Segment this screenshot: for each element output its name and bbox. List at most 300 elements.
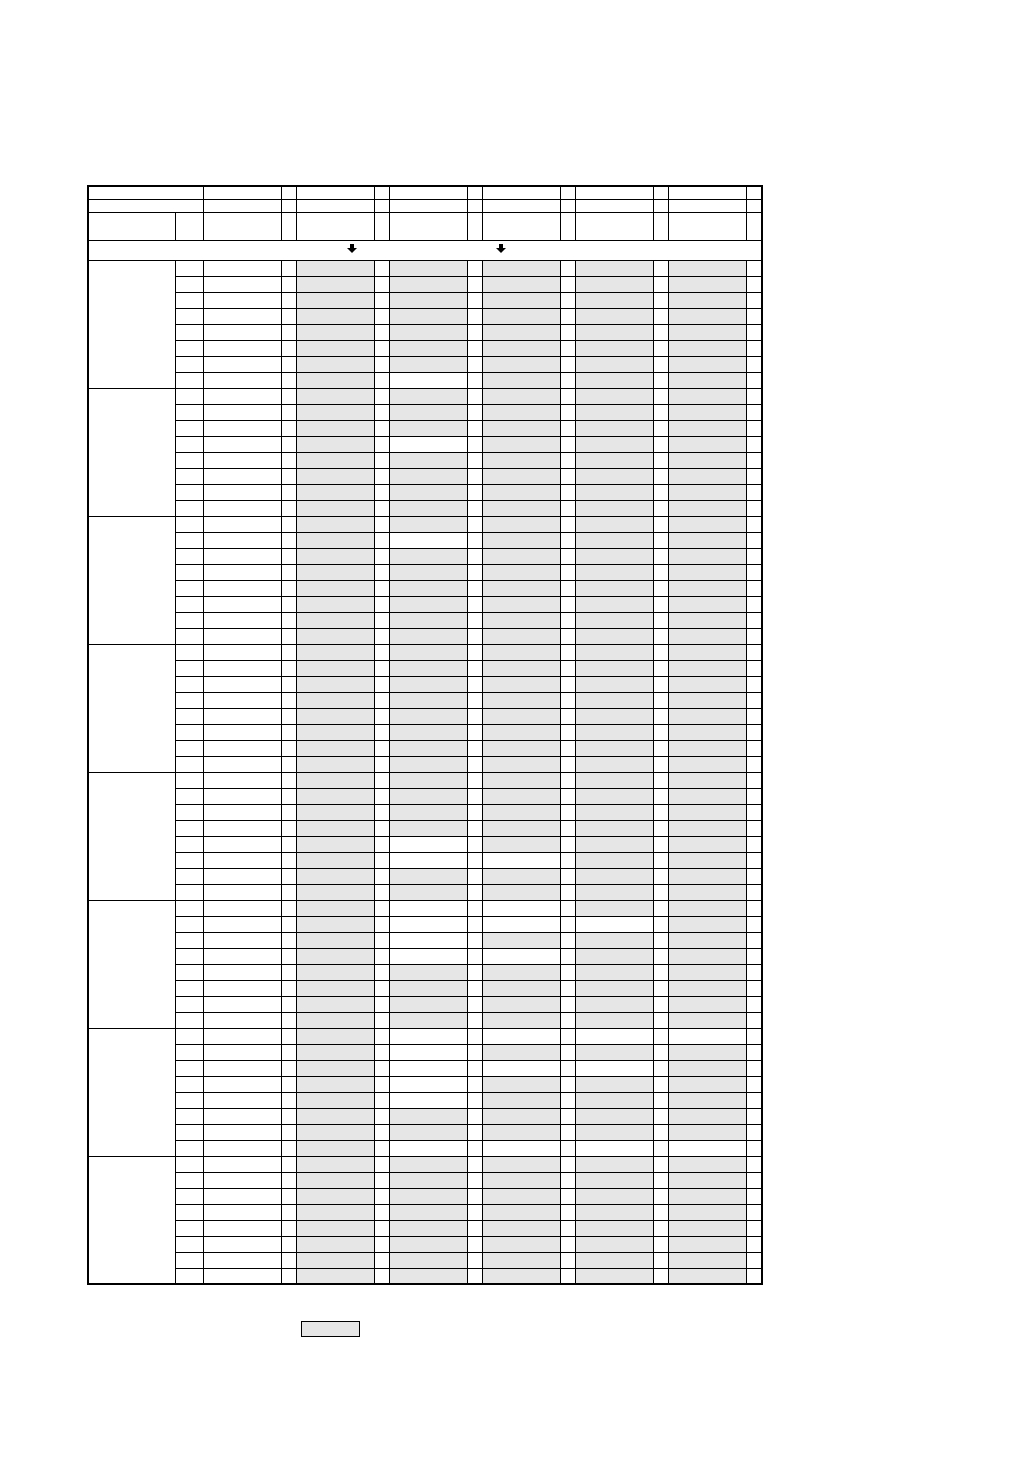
value-cell	[668, 1268, 746, 1284]
group-label-cell	[88, 1028, 175, 1156]
narrow-cell	[467, 356, 482, 372]
narrow-cell	[281, 820, 296, 836]
value-cell	[482, 724, 560, 740]
value-cell	[296, 868, 374, 884]
row-label-cell	[203, 1236, 281, 1252]
row-label-cell	[203, 1028, 281, 1044]
value-cell	[296, 1268, 374, 1284]
narrow-cell	[281, 996, 296, 1012]
value-cell	[389, 1076, 467, 1092]
narrow-cell	[653, 548, 668, 564]
value-cell	[668, 260, 746, 276]
narrow-cell	[746, 724, 762, 740]
narrow-cell	[467, 404, 482, 420]
value-cell	[575, 948, 653, 964]
narrow-cell	[281, 1092, 296, 1108]
value-cell	[668, 388, 746, 404]
value-cell	[482, 436, 560, 452]
value-cell	[668, 724, 746, 740]
header-cell	[653, 212, 668, 240]
narrow-cell	[281, 292, 296, 308]
narrow-cell	[281, 948, 296, 964]
narrow-cell	[281, 468, 296, 484]
row-index-cell	[175, 628, 203, 644]
narrow-cell	[281, 308, 296, 324]
row-label-cell	[203, 1156, 281, 1172]
row-index-cell	[175, 356, 203, 372]
header-cell	[746, 199, 762, 212]
value-cell	[389, 1220, 467, 1236]
value-cell	[668, 1124, 746, 1140]
table-row	[88, 1076, 762, 1092]
row-label-cell	[203, 436, 281, 452]
narrow-cell	[560, 724, 575, 740]
narrow-cell	[467, 868, 482, 884]
narrow-cell	[653, 404, 668, 420]
value-cell	[575, 1156, 653, 1172]
header-cell	[281, 199, 296, 212]
header-cell	[374, 199, 389, 212]
row-label-cell	[203, 884, 281, 900]
narrow-cell	[560, 356, 575, 372]
table-row	[88, 388, 762, 404]
narrow-cell	[746, 468, 762, 484]
narrow-cell	[653, 772, 668, 788]
value-cell	[668, 788, 746, 804]
header-cell	[296, 186, 374, 199]
value-cell	[296, 900, 374, 916]
row-label-cell	[203, 516, 281, 532]
narrow-cell	[746, 452, 762, 468]
narrow-cell	[746, 260, 762, 276]
row-label-cell	[203, 1140, 281, 1156]
narrow-cell	[560, 644, 575, 660]
value-cell	[575, 852, 653, 868]
value-cell	[296, 1060, 374, 1076]
value-cell	[482, 948, 560, 964]
narrow-cell	[746, 372, 762, 388]
narrow-cell	[467, 500, 482, 516]
row-index-cell	[175, 404, 203, 420]
narrow-cell	[467, 1268, 482, 1284]
row-index-cell	[175, 1140, 203, 1156]
narrow-cell	[746, 644, 762, 660]
narrow-cell	[746, 1220, 762, 1236]
row-label-cell	[203, 420, 281, 436]
row-label-cell	[203, 868, 281, 884]
narrow-cell	[560, 1252, 575, 1268]
value-cell	[668, 612, 746, 628]
value-cell	[575, 676, 653, 692]
narrow-cell	[281, 452, 296, 468]
header-cell	[296, 212, 374, 240]
value-cell	[296, 804, 374, 820]
value-cell	[482, 628, 560, 644]
table-row	[88, 868, 762, 884]
table-row	[88, 260, 762, 276]
narrow-cell	[560, 1012, 575, 1028]
narrow-cell	[467, 820, 482, 836]
header-cell	[467, 199, 482, 212]
table-row	[88, 580, 762, 596]
value-cell	[482, 308, 560, 324]
value-cell	[296, 564, 374, 580]
narrow-cell	[560, 1172, 575, 1188]
group-label-cell	[88, 260, 175, 388]
value-cell	[668, 596, 746, 612]
row-index-cell	[175, 1204, 203, 1220]
row-index-cell	[175, 772, 203, 788]
narrow-cell	[746, 356, 762, 372]
narrow-cell	[560, 1108, 575, 1124]
value-cell	[668, 932, 746, 948]
narrow-cell	[653, 452, 668, 468]
row-index-cell	[175, 868, 203, 884]
narrow-cell	[467, 1252, 482, 1268]
value-cell	[389, 1012, 467, 1028]
row-index-cell	[175, 1044, 203, 1060]
narrow-cell	[653, 884, 668, 900]
narrow-cell	[653, 948, 668, 964]
value-cell	[482, 1252, 560, 1268]
narrow-cell	[560, 1076, 575, 1092]
narrow-cell	[467, 1092, 482, 1108]
value-cell	[482, 1028, 560, 1044]
header-cell	[668, 186, 746, 199]
narrow-cell	[374, 772, 389, 788]
value-cell	[575, 324, 653, 340]
row-label-cell	[203, 900, 281, 916]
narrow-cell	[746, 1076, 762, 1092]
value-cell	[296, 836, 374, 852]
value-cell	[668, 468, 746, 484]
narrow-cell	[746, 596, 762, 612]
narrow-cell	[653, 388, 668, 404]
narrow-cell	[653, 644, 668, 660]
row-index-cell	[175, 1124, 203, 1140]
value-cell	[296, 612, 374, 628]
value-cell	[482, 1172, 560, 1188]
narrow-cell	[281, 516, 296, 532]
value-cell	[575, 692, 653, 708]
row-label-cell	[203, 580, 281, 596]
value-cell	[296, 1076, 374, 1092]
value-cell	[575, 420, 653, 436]
narrow-cell	[653, 1124, 668, 1140]
value-cell	[482, 660, 560, 676]
narrow-cell	[467, 388, 482, 404]
row-label-cell	[203, 788, 281, 804]
row-index-cell	[175, 1012, 203, 1028]
narrow-cell	[560, 468, 575, 484]
value-cell	[296, 388, 374, 404]
narrow-cell	[653, 484, 668, 500]
narrow-cell	[281, 324, 296, 340]
row-index-cell	[175, 692, 203, 708]
header-cell	[482, 212, 560, 240]
table-row	[88, 1188, 762, 1204]
narrow-cell	[653, 740, 668, 756]
value-cell	[296, 884, 374, 900]
narrow-cell	[653, 1156, 668, 1172]
value-cell	[482, 532, 560, 548]
narrow-cell	[746, 772, 762, 788]
table-row	[88, 1236, 762, 1252]
value-cell	[389, 884, 467, 900]
narrow-cell	[653, 868, 668, 884]
narrow-cell	[467, 804, 482, 820]
value-cell	[296, 1012, 374, 1028]
value-cell	[668, 1156, 746, 1172]
narrow-cell	[467, 932, 482, 948]
group-label-cell	[88, 772, 175, 900]
narrow-cell	[374, 1156, 389, 1172]
row-index-cell	[175, 1172, 203, 1188]
value-cell	[389, 836, 467, 852]
narrow-cell	[653, 1188, 668, 1204]
table-row	[88, 948, 762, 964]
table-row	[88, 724, 762, 740]
value-cell	[575, 596, 653, 612]
value-cell	[482, 484, 560, 500]
header-cell	[374, 212, 389, 240]
value-cell	[482, 916, 560, 932]
narrow-cell	[374, 724, 389, 740]
narrow-cell	[281, 980, 296, 996]
narrow-cell	[653, 596, 668, 612]
value-cell	[296, 580, 374, 596]
narrow-cell	[746, 1252, 762, 1268]
narrow-cell	[281, 1204, 296, 1220]
row-index-cell	[175, 660, 203, 676]
narrow-cell	[281, 276, 296, 292]
narrow-cell	[653, 788, 668, 804]
narrow-cell	[374, 516, 389, 532]
value-cell	[389, 1172, 467, 1188]
narrow-cell	[374, 308, 389, 324]
narrow-cell	[653, 1108, 668, 1124]
row-label-cell	[203, 1268, 281, 1284]
value-cell	[296, 788, 374, 804]
narrow-cell	[653, 900, 668, 916]
narrow-cell	[746, 900, 762, 916]
value-cell	[389, 564, 467, 580]
value-cell	[575, 932, 653, 948]
value-cell	[668, 692, 746, 708]
table-row	[88, 596, 762, 612]
row-index-cell	[175, 436, 203, 452]
value-cell	[389, 1124, 467, 1140]
narrow-cell	[560, 852, 575, 868]
narrow-cell	[746, 580, 762, 596]
narrow-cell	[467, 772, 482, 788]
row-index-cell	[175, 452, 203, 468]
row-index-cell	[175, 340, 203, 356]
narrow-cell	[560, 1092, 575, 1108]
group-label-cell	[88, 388, 175, 516]
value-cell	[575, 820, 653, 836]
narrow-cell	[653, 836, 668, 852]
value-cell	[482, 1188, 560, 1204]
row-index-cell	[175, 372, 203, 388]
value-cell	[575, 1220, 653, 1236]
row-label-cell	[203, 612, 281, 628]
narrow-cell	[560, 324, 575, 340]
narrow-cell	[467, 628, 482, 644]
value-cell	[389, 340, 467, 356]
narrow-cell	[374, 420, 389, 436]
value-cell	[389, 484, 467, 500]
value-cell	[668, 1236, 746, 1252]
narrow-cell	[467, 484, 482, 500]
row-label-cell	[203, 1124, 281, 1140]
row-label-cell	[203, 404, 281, 420]
row-label-cell	[203, 804, 281, 820]
value-cell	[668, 676, 746, 692]
narrow-cell	[374, 1092, 389, 1108]
narrow-cell	[746, 1028, 762, 1044]
row-label-cell	[203, 756, 281, 772]
value-cell	[389, 596, 467, 612]
narrow-cell	[281, 724, 296, 740]
value-cell	[389, 932, 467, 948]
value-cell	[668, 852, 746, 868]
value-cell	[296, 1236, 374, 1252]
value-cell	[389, 1268, 467, 1284]
table-row	[88, 548, 762, 564]
narrow-cell	[746, 804, 762, 820]
narrow-cell	[374, 1220, 389, 1236]
value-cell	[668, 500, 746, 516]
narrow-cell	[281, 644, 296, 660]
table-row	[88, 356, 762, 372]
narrow-cell	[374, 820, 389, 836]
value-cell	[296, 596, 374, 612]
narrow-cell	[374, 692, 389, 708]
row-label-cell	[203, 676, 281, 692]
table-row	[88, 516, 762, 532]
value-cell	[482, 340, 560, 356]
narrow-cell	[560, 484, 575, 500]
row-index-cell	[175, 804, 203, 820]
narrow-cell	[560, 276, 575, 292]
value-cell	[668, 1044, 746, 1060]
narrow-cell	[560, 1044, 575, 1060]
value-cell	[668, 484, 746, 500]
value-cell	[575, 980, 653, 996]
value-cell	[482, 1012, 560, 1028]
narrow-cell	[467, 548, 482, 564]
narrow-cell	[746, 1092, 762, 1108]
narrow-cell	[281, 1252, 296, 1268]
narrow-cell	[467, 260, 482, 276]
narrow-cell	[281, 260, 296, 276]
narrow-cell	[374, 1252, 389, 1268]
value-cell	[482, 932, 560, 948]
row-label-cell	[203, 740, 281, 756]
narrow-cell	[653, 612, 668, 628]
value-cell	[389, 532, 467, 548]
narrow-cell	[746, 1124, 762, 1140]
row-label-cell	[203, 852, 281, 868]
value-cell	[296, 532, 374, 548]
narrow-cell	[374, 564, 389, 580]
value-cell	[482, 836, 560, 852]
value-cell	[575, 804, 653, 820]
narrow-cell	[281, 580, 296, 596]
narrow-cell	[467, 1124, 482, 1140]
value-cell	[668, 276, 746, 292]
narrow-cell	[560, 372, 575, 388]
narrow-cell	[560, 548, 575, 564]
value-cell	[668, 740, 746, 756]
narrow-cell	[281, 420, 296, 436]
row-label-cell	[203, 1044, 281, 1060]
value-cell	[575, 996, 653, 1012]
narrow-cell	[560, 340, 575, 356]
narrow-cell	[653, 756, 668, 772]
narrow-cell	[746, 836, 762, 852]
value-cell	[389, 788, 467, 804]
value-cell	[389, 708, 467, 724]
narrow-cell	[746, 964, 762, 980]
table-row	[88, 660, 762, 676]
narrow-cell	[560, 820, 575, 836]
row-label-cell	[203, 468, 281, 484]
narrow-cell	[467, 596, 482, 612]
header-cell	[203, 199, 281, 212]
value-cell	[296, 436, 374, 452]
value-cell	[575, 340, 653, 356]
value-cell	[575, 356, 653, 372]
narrow-cell	[374, 916, 389, 932]
row-label-cell	[203, 1076, 281, 1092]
narrow-cell	[374, 1044, 389, 1060]
row-label-cell	[203, 836, 281, 852]
table-row	[88, 468, 762, 484]
narrow-cell	[374, 1236, 389, 1252]
row-label-cell	[203, 564, 281, 580]
narrow-cell	[467, 1140, 482, 1156]
header-cell	[281, 212, 296, 240]
value-cell	[575, 1236, 653, 1252]
header-cell	[88, 186, 203, 199]
narrow-cell	[653, 1044, 668, 1060]
value-cell	[482, 612, 560, 628]
table-row	[88, 916, 762, 932]
table-row	[88, 1092, 762, 1108]
table-row	[88, 1204, 762, 1220]
value-cell	[575, 708, 653, 724]
table-row	[88, 900, 762, 916]
value-cell	[389, 372, 467, 388]
narrow-cell	[467, 692, 482, 708]
narrow-cell	[560, 708, 575, 724]
narrow-cell	[746, 516, 762, 532]
narrow-cell	[746, 820, 762, 836]
narrow-cell	[281, 340, 296, 356]
value-cell	[296, 500, 374, 516]
header-cell	[203, 212, 281, 240]
row-label-cell	[203, 1172, 281, 1188]
value-cell	[668, 564, 746, 580]
value-cell	[296, 340, 374, 356]
narrow-cell	[746, 980, 762, 996]
row-index-cell	[175, 484, 203, 500]
narrow-cell	[467, 532, 482, 548]
narrow-cell	[374, 740, 389, 756]
narrow-cell	[560, 404, 575, 420]
